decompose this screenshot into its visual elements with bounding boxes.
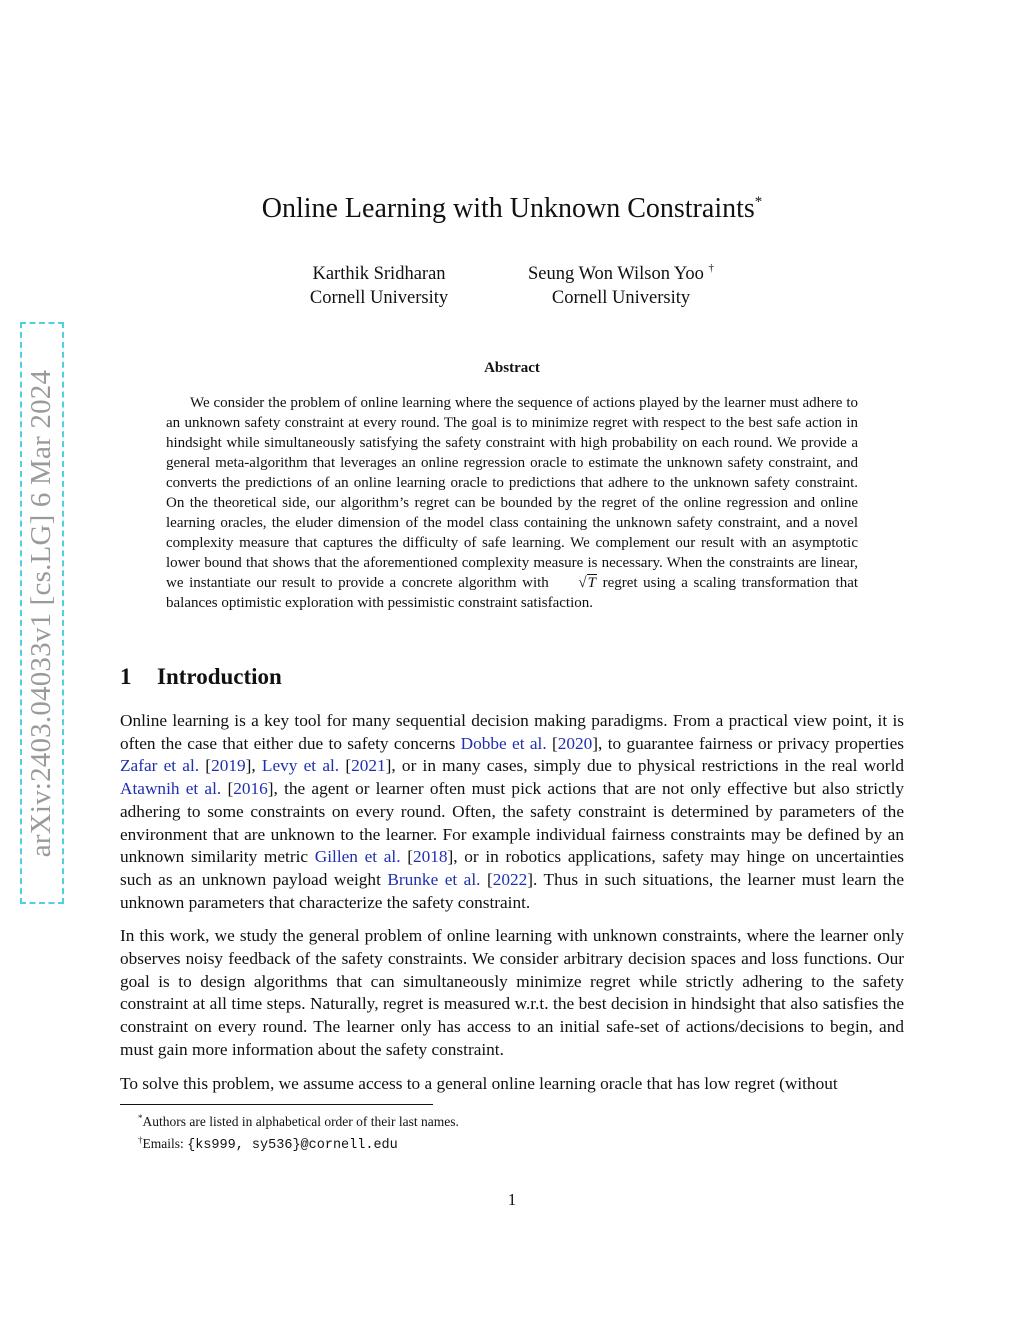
citation-link[interactable]: Brunke et al. <box>387 869 481 889</box>
sqrt-t-expression: √T <box>578 575 596 591</box>
citation-link[interactable]: Zafar et al. <box>120 756 200 776</box>
email-addresses[interactable]: {ks999, sy536}@cornell.edu <box>187 1138 398 1153</box>
author-name: Karthik Sridharan <box>312 264 446 284</box>
author-block-1 <box>268 256 490 310</box>
citation-year-link[interactable]: 2018 <box>412 847 448 867</box>
footnote-divider <box>120 1104 433 1105</box>
citation-link[interactable]: Atawnih et al. <box>120 779 222 799</box>
citation-link[interactable]: Gillen et al. <box>314 847 401 867</box>
paper-title <box>0 184 1024 227</box>
author-name: Seung Won Wilson Yoo † <box>527 262 715 284</box>
page-number: 1 <box>507 1190 517 1209</box>
arxiv-identifier-text: arXiv:2403.04033v1 [cs.LG] 6 Mar 2024 <box>25 369 58 857</box>
paragraph-3: To solve this problem, we assume access to a general online learning oracle that has low regret (without <box>120 1073 838 1093</box>
citation-link[interactable]: Levy et al. <box>261 756 340 776</box>
footnotes <box>138 1109 459 1155</box>
paragraph-2: In this work, we study the general problem of online learning with unknown constraints, where the learner only observes noisy feedback of the safety constraints. We consider arbitrary decision spaces and loss functions. Our goal is to design algorithms that can simultaneously minimize regret while strictly adhering to the safety constraint at all time steps. Naturally, regret is measured w.r.t. the best decision in hindsight that also satisfies the constraint on every round. The learner only has access to an initial safe-set of actions/decisions to begin, and must gain more information about the safety constraint. <box>120 926 904 1059</box>
footnote-2: †Emails: {ks999, sy536}@cornell.edu <box>138 1135 398 1153</box>
citation-year-link[interactable]: 2020 <box>557 733 593 753</box>
citation-year-link[interactable]: 2019 <box>211 756 246 776</box>
citation-year-link[interactable]: 2016 <box>233 779 268 799</box>
citation-link[interactable]: Dobbe et al. <box>460 733 547 753</box>
paragraph-1: Online learning is a key tool for many sequential decision making paradigms. From a practical view point, it is often the case that either due to safety concerns Dobbe et al. [2020], to guarantee fairness or privacy properties Zafar et al. [2019], Levy et al. [2021], or in many cases, simply due to physical restrictions in the real world Atawnih et al. [2016], the agent or learner often must pick actions that are not only effective but also strictly adhering to some constraints on every round. Often, the safety constraint is determined by parameters of the environment that are unknown to the learner. For example individual fairness constraints may be defined by an unknown similarity metric Gillen et al. [2018], or in robotics applications, safety may hinge on uncertainties such as an unknown payload weight Brunke et al. [2022]. Thus in such situations, the learner must learn the unknown parameters that characterize the safety constraint. <box>120 711 905 912</box>
citation-year-link[interactable]: 2021 <box>351 756 386 776</box>
citation-year-link[interactable]: 2022 <box>492 869 528 889</box>
section-title: Introduction <box>157 664 282 689</box>
author-affiliation: Cornell University <box>309 288 449 308</box>
author-block-2 <box>505 256 737 310</box>
introduction-body <box>120 710 904 1106</box>
title-text: Online Learning with Unknown Constraints <box>261 193 755 224</box>
abstract-body: We consider the problem of online learning where the sequence of actions played by the learner must adhere to an unknown safety constraint at every round. The goal is to minimize regret with respect to the best safe action in hindsight while simultaneously satisfying the safety constraint with high probability on each round. We provide a general meta-algorithm that leverages an online regression oracle to estimate the unknown safety constraint, and converts the predictions of an online learning oracle to predictions that adhere to the unknown safety constraint. On the theoretical side, our algorithm’s regret can be bounded by the regret of the online regression and online learning oracles, the eluder dimension of the model class containing the unknown safety constraint, and a novel complexity measure that captures the difficulty of safe learning. We complement our result with an asymptotic lower bound that shows that the aforementioned complexity measure is necessary. When the constraints are linear, we instantiate our result to provide a concrete algorithm with √T regret using a scaling transformation that balances optimistic exploration with pessimistic constraint satisfaction. <box>166 395 859 611</box>
section-number: 1 <box>120 664 132 689</box>
abstract-heading: Abstract <box>484 360 540 376</box>
arxiv-identifier-stamp <box>20 322 64 904</box>
author-affiliation: Cornell University <box>551 288 691 308</box>
section-heading-introduction <box>120 664 282 690</box>
footnote-1: *Authors are listed in alphabetical order of their last names. <box>138 1113 459 1129</box>
title-footnote-mark: * <box>754 194 763 210</box>
